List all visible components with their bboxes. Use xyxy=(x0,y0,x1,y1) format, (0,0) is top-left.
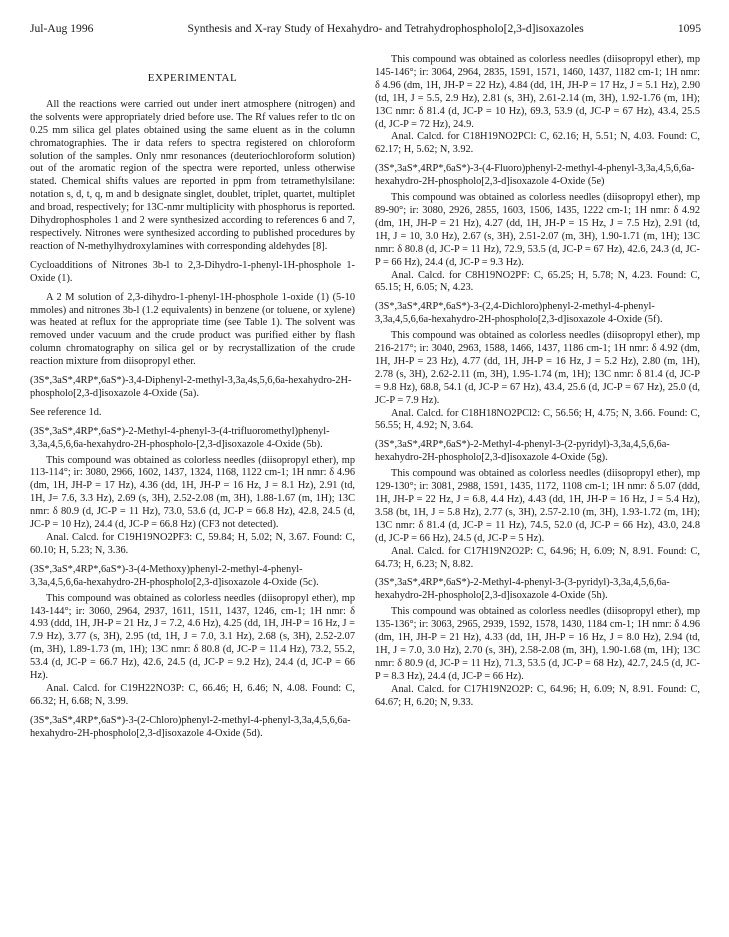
page-number: 1095 xyxy=(677,22,701,35)
compound-data-5c: This compound was obtained as colorless needles (diisopropyl ether), mp 143-144°; ir: 3060, 2964, 2937, 1611, 1511, 1437, 1246, cm-1; 1H nmr: δ 4.93 (ddd, 1H, JH-P = 21 Hz, J = 7.2, 4.6 Hz), 4.25 (dd, 1H, JH-P = 16 Hz, J = 7.9 Hz), 3.77 (s, 3H), 2.95 (td, 1H, J = 7.0, 3.1 Hz), 2.68 (s, 3H), 2.52-2.07 (m, 3H), 1.89-1.73 (m, 1H); 13C nmr: δ 80.8 (d, JC-P = 11.4 Hz), 73.2, 55.2, 53.4 (d, JC-P = 66.7 Hz), 42.6, 24.5 (d, JC-P = 9.2 Hz), 24.4 (d, JC-P = 66 Hz). xyxy=(30,592,355,682)
analysis-5g: Anal. Calcd. for C17H19N2O2P: C, 64.96; H, 6.09; N, 8.91. Found: C, 64.73; H, 6.23; N, 8.82. xyxy=(375,545,700,570)
section-heading: EXPERIMENTAL xyxy=(147,72,238,84)
compound-data-5f: This compound was obtained as colorless needles (diisopropyl ether), mp 216-217°; ir: 3040, 2963, 1588, 1466, 1437, 1186 cm-1; 1H nmr: δ 4.92 (dm, 1H, JH-P = 23 Hz), 4.77 (dd, 1H, JH-P = 16 Hz, J = 5.2 Hz), 2.80 (m, 1H), 2.78 (s, 3H), 2.62-2.11 (m, 3H), 1.95-1.74 (m, 1H); 13C nmr: δ 81.4 (d, JC-P = 9.8 Hz), 68.8, 54.1 (d, JC-P = 67 Hz), 43.4, 25.6 (d, JC-P = 67 Hz), 25.0 (d, JC-P = 7.9 Hz). xyxy=(375,330,700,406)
compound-heading-5a: (3S*,3aS*,4RP*,6aS*)-3,4-Diphenyl-2-methyl-3,3a,4s,5,6,6a-hexahydro-2H-phospholo[2,3-d]isoxazole 4-Oxide (5a). xyxy=(30,375,352,399)
issue-date: Jul-Aug 1996 xyxy=(30,22,94,35)
procedure-heading: Cycloadditions of Nitrones 3b-l to 2,3-Dihydro-1-phenyl-1H-phosphole 1-Oxide (1). xyxy=(30,259,355,284)
compound-heading-5e: (3S*,3aS*,4RP*,6aS*)-3-(4-Fluoro)phenyl-2-methyl-4-phenyl-3,3a,4,5,6,6a-hexahydro-2H-phospholo[2,3-d]isoxazole 4-Oxide (5e) xyxy=(375,163,695,188)
analysis-5c: Anal. Calcd. for C19H22NO3P: C, 66.46; H, 6.46; N, 4.08. Found: C, 66.32; H, 6.68; N, 3.99. xyxy=(30,682,355,707)
general-methods-paragraph: All the reactions were carried out under inert atmosphere (nitrogen) and the solvents were appropriately dried before use. The Rf values refer to tlc on 0.25 mm silica gel plates obtained using the same eluent as in the column chromatographies. The ir data refers to spectra registered on chloroform solution of the samples. Only nmr resonances (deuteriochloroform solution) out of the aromatic region of the spectra were reported, unless otherwise stated. Chemical shifts values are reported in ppm from tetramethylsilane: notation s, d, t, q, m and b designate singlet, doublet, triplet, quartet, multiplet and broad, respectively; for 13C-nmr multiplicity with phosphorus is reported. Dihydrophospholes 1 and 2 were synthesized according to references 6 and 7, respectively. Nitrones were synthesized according to published procedures by reaction of N-methylhydroxylamines with corresponding aldehydes [8]. xyxy=(30,98,355,252)
compound-heading-5c: (3S*,3aS*,4RP*,6aS*)-3-(4-Methoxy)phenyl-2-methyl-4-phenyl-3,3a,4,5,6,6a-hexahydro-2H-phospholo[2,3-d]isoxazole 4-Oxide (5c). xyxy=(30,563,319,588)
analysis-5b: Anal. Calcd. for C19H19NO2PF3: C, 59.84; H, 5.02; N, 3.67. Found: C, 60.10; H, 5.23; N, 3.36. xyxy=(30,532,355,556)
compound-data-5h: This compound was obtained as colorless needles (diisopropyl ether), mp 135-136°; ir: 3063, 2965, 2939, 1592, 1578, 1430, 1184 cm-1; 1H nmr: δ 4.96 (dm, 1H, JH-P = 21 Hz), 4.33 (dd, 1H, JH-P = 16 Hz, J = 8.0 Hz), 2.94 (td, 1H, J = 7.0, 3.0 Hz), 2.70 (s, 3H), 2.58-2.08 (m, 3H), 1.90-1.68 (m, 1H); 13C nmr: δ 80.9 (d, JC-P = 11 Hz), 71.3, 53.5 (d, JC-P = 68 Hz), 42.7, 24.5 (d, JC-P = 8.3 Hz), 24.4 (d, JC-P = 66 Hz). xyxy=(375,606,700,682)
compound-heading-5g: (3S*,3aS*,4RP*,6aS*)-2-Methyl-4-phenyl-3-(2-pyridyl)-3,3a,4,5,6,6a-hexahydro-2H-phospholo[2,3-d]isoxazole 4-Oxide (5g). xyxy=(375,439,670,464)
left-column xyxy=(30,54,355,741)
compound-data-5g: This compound was obtained as colorless needles (diisopropyl ether), mp 129-130°; ir: 3081, 2988, 1591, 1435, 1172, 1108 cm-1; 1H nmr: δ 5.07 (ddd, 1H, JH-P = 22 Hz, J = 6.8, 4.4 Hz), 4.43 (dd, 1H, JH-P = 16 Hz, J = 5.4 Hz), 3.58 (bt, 1H, J = 5.8 Hz), 2.77 (s, 3H), 2.57-2.10 (m, 3H), 1.93-1.72 (m, 1H); 13C nmr: δ 81.4 (d, JC-P = 11 Hz), 74.5, 52.0 (d, JC-P = 66 Hz), 43.0, 24.8 (d, JC-P = 66 Hz), 24.5 (d, JC-P = 5 Hz). xyxy=(375,468,700,544)
procedure-paragraph: A 2 M solution of 2,3-dihydro-1-phenyl-1H-phosphole 1-oxide (1) (5-10 mmoles) and nitrones 3b-l (1.2 equivalents) in benzene (or toluene, or xylene) was heated at reflux for the appropriate time (see Table 1). The solvent was removed under vacuum and the crude product was purified either by flash column chromatography on silica gel or by recrystallization of the crude reaction mixture from diisopropyl ether. xyxy=(30,291,355,368)
compound-data-5e: This compound was obtained as colorless needles (diisopropyl ether), mp 89-90°; ir: 3080, 2926, 2855, 1603, 1506, 1435, 1222 cm-1; 1H nmr: δ 4.92 (dm, 1H, JH-P = 21 Hz), 4.27 (dd, 1H, JH-P = 15 Hz, J = 7.5 Hz), 2.91 (td, 1H, J = 10, 3.0 Hz), 2.67 (s, 3H), 2.51-2.07 (m, 3H), 1.90-1.71 (m, 1H); 13C nmr: δ 80.8 (d, JC-P = 11 Hz), 72.9, 53.5 (d, JC-P = 67 Hz), 42.6, 24.3 (d, JC-P = 66 Hz), 24.4 (d, JC-P = 9.3 Hz). xyxy=(375,192,700,268)
compound-heading-5b: (3S*,3aS*,4RP*,6aS*)-2-Methyl-4-phenyl-3-(4-trifluoromethyl)phenyl-3,3a,4,5,6,6a-hexahydro-2H-phospholo-[2,3-d]isoxazole 4-Oxide (5b). xyxy=(30,425,330,450)
analysis-5e: Anal. Calcd. for C8H19NO2PF: C, 65.25; H, 5.78; N, 4.23. Found: C, 65.15; H, 6.05; N, 4.23. xyxy=(375,269,700,294)
analysis-5h: Anal. Calcd. for C17H19N2O2P: C, 64.96; H, 6.09; N, 8.91. Found: C, 64.67; H, 6.20; N, 9.33. xyxy=(375,683,700,708)
compound-heading-5f: (3S*,3aS*,4RP*,6aS*)-3-(2,4-Dichloro)phenyl-2-methyl-4-phenyl-3,3a,4,5,6,6a-hexahydro-2H-phospholo[2,3-d]isoxazole 4-Oxide (5f). xyxy=(375,301,663,326)
running-head xyxy=(30,22,701,36)
compound-data-5d: This compound was obtained as colorless needles (diisopropyl ether), mp 145-146°; ir: 3064, 2964, 2835, 1591, 1571, 1460, 1437, 1182 cm-1; 1H nmr: δ 4.96 (dm, 1H, JH-P = 22 Hz), 4.84 (dd, 1H, JH-P = 17 Hz, J = 5.1 Hz), 2.90 (td, 1H, J = 5.5, 2.9 Hz), 2.81 (s, 3H), 2.61-2.14 (m, 3H), 1.92-1.76 (m, 1H); 13C nmr: δ 81.4 (d, JC-P = 10 Hz), 69.3, 53.9 (d, JC-P = 67 Hz), 43.4, 25.5 (d, JC-P = 72 Hz), 24.9. xyxy=(375,54,700,130)
reference-note: See reference 1d. xyxy=(30,406,102,418)
analysis-5f: Anal. Calcd. for C18H18NO2PCl2: C, 56.56; H, 4.75; N, 3.66. Found: C, 56.55; H, 4.92; N, 3.64. xyxy=(375,407,700,432)
two-column-body xyxy=(30,54,701,741)
compound-data-5b: This compound was obtained as colorless needles (diisopropyl ether), mp 113-114°; ir: 3080, 2966, 1602, 1437, 1324, 1168, 1122 cm-1; 1H nmr: δ 4.96 (dm, 1H, JH-P = 17 Hz), 4.36 (dd, 1H, JH-P = 16 Hz, J = 8.1 Hz), 2.91 (td, 1H, J= 7.6, 3.3 Hz), 2.69 (s, 3H), 2.52-2.08 (m, 3H), 1.88-1.67 (m, 1H); 13C nmr: δ 80.9 (d, JC-P = 11 Hz), 73.0, 53.6 (d, JC-P = 66.8 Hz), 42.8, 24.5 (d, JC-P = 10 Hz), 24.4 (d, JC-P = 66.8 Hz) (CF3 not detected). xyxy=(30,454,355,531)
compound-heading-5d: (3S*,3aS*,4RP*,6aS*)-3-(2-Chloro)phenyl-2-methyl-4-phenyl-3,3a,4,5,6,6a-hexahydro-2H-phospholo[2,3-d]isoxazole 4-Oxide (5d). xyxy=(30,714,351,739)
right-column xyxy=(375,54,700,741)
compound-heading-5h: (3S*,3aS*,4RP*,6aS*)-2-Methyl-4-phenyl-3-(3-pyridyl)-3,3a,4,5,6,6a-hexahydro-2H-phospholo[2,3-d]isoxazole 4-Oxide (5h). xyxy=(375,577,670,602)
analysis-5d: Anal. Calcd. for C18H19NO2PCl: C, 62.16; H, 5.51; N, 4.03. Found: C, 62.17; H, 5.62; N, 3.92. xyxy=(375,131,700,156)
running-title: Synthesis and X-ray Study of Hexahydro- and Tetrahydrophospholo[2,3-d]isoxazoles xyxy=(187,22,584,35)
